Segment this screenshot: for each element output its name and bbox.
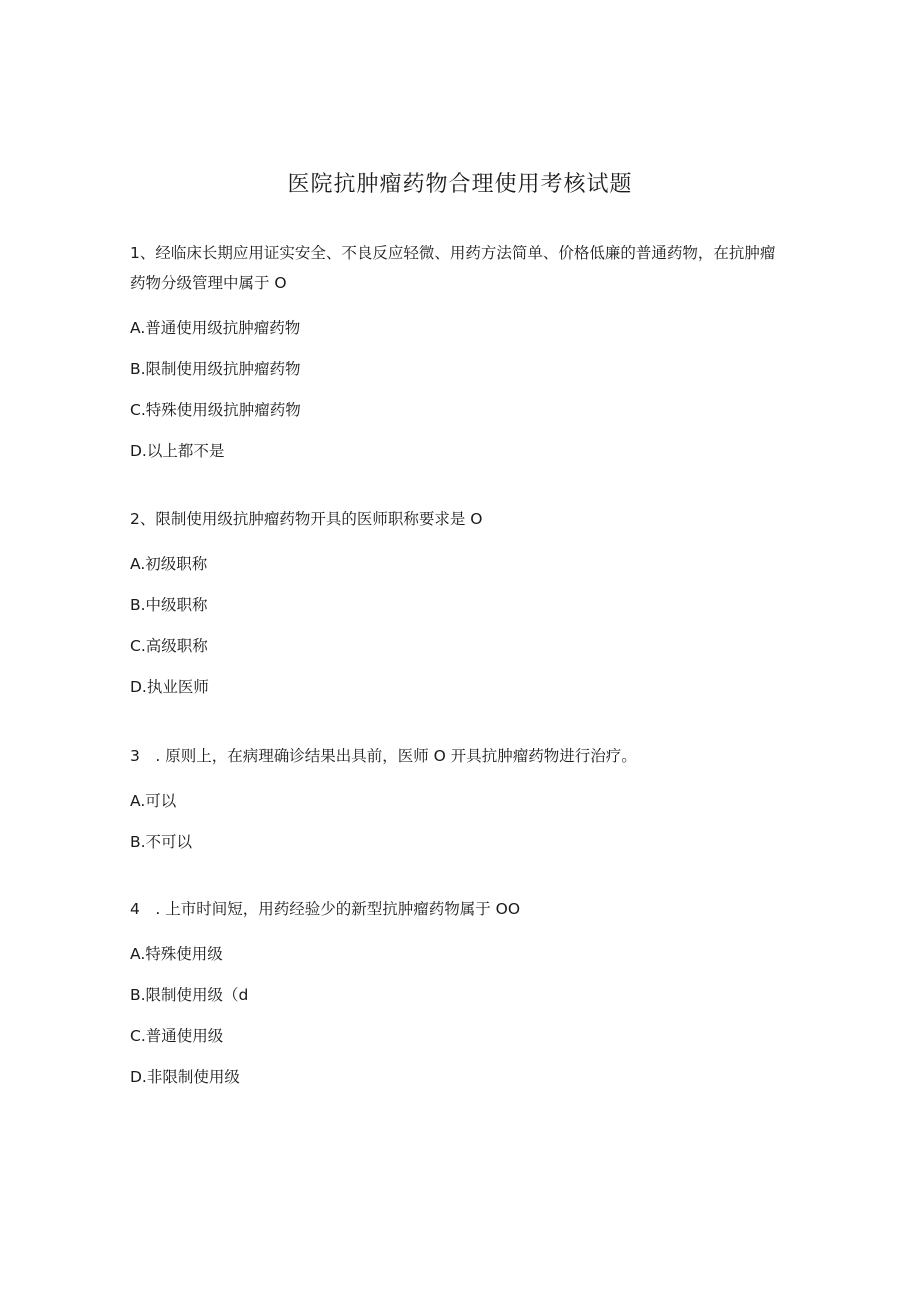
- option-a: A.可以: [130, 792, 177, 810]
- option-list: [130, 317, 790, 462]
- question-stem: 1、经临床长期应用证实安全、不良反应轻微、用药方法简单、价格低廉的普通药物，在抗肿瘤药物分级管理中属于 O: [130, 244, 776, 292]
- question-1: [130, 238, 790, 462]
- option-list: [130, 790, 790, 853]
- option-list: [130, 553, 790, 698]
- option-b: B.限制使用级（d: [130, 986, 249, 1004]
- option-d: D.以上都不是: [130, 442, 225, 460]
- option-d: D.非限制使用级: [130, 1068, 240, 1086]
- option-b: B.限制使用级抗肿瘤药物: [130, 360, 301, 378]
- option-b: B.不可以: [130, 833, 193, 851]
- question-4: [130, 894, 790, 1088]
- option-a: A.普通使用级抗肿瘤药物: [130, 319, 301, 337]
- option-a: A.初级职称: [130, 555, 208, 573]
- question-2: [130, 504, 790, 698]
- question-stem: 4 . 上市时间短，用药经验少的新型抗肿瘤药物属于 OO: [130, 900, 521, 918]
- question-3: [130, 741, 790, 853]
- option-b: B.中级职称: [130, 596, 208, 614]
- option-a: A.特殊使用级: [130, 945, 223, 963]
- option-c: C.高级职称: [130, 637, 208, 655]
- option-d: D.执业医师: [130, 678, 209, 696]
- option-list: [130, 943, 790, 1088]
- option-c: C.普通使用级: [130, 1027, 224, 1045]
- question-stem: 2、限制使用级抗肿瘤药物开具的医师职称要求是 O: [130, 510, 483, 528]
- question-stem: 3 . 原则上，在病理确诊结果出具前，医师 O 开具抗肿瘤药物进行治疗。: [130, 747, 637, 765]
- option-c: C.特殊使用级抗肿瘤药物: [130, 401, 301, 419]
- document-title: 医院抗肿瘤药物合理使用考核试题: [287, 172, 633, 197]
